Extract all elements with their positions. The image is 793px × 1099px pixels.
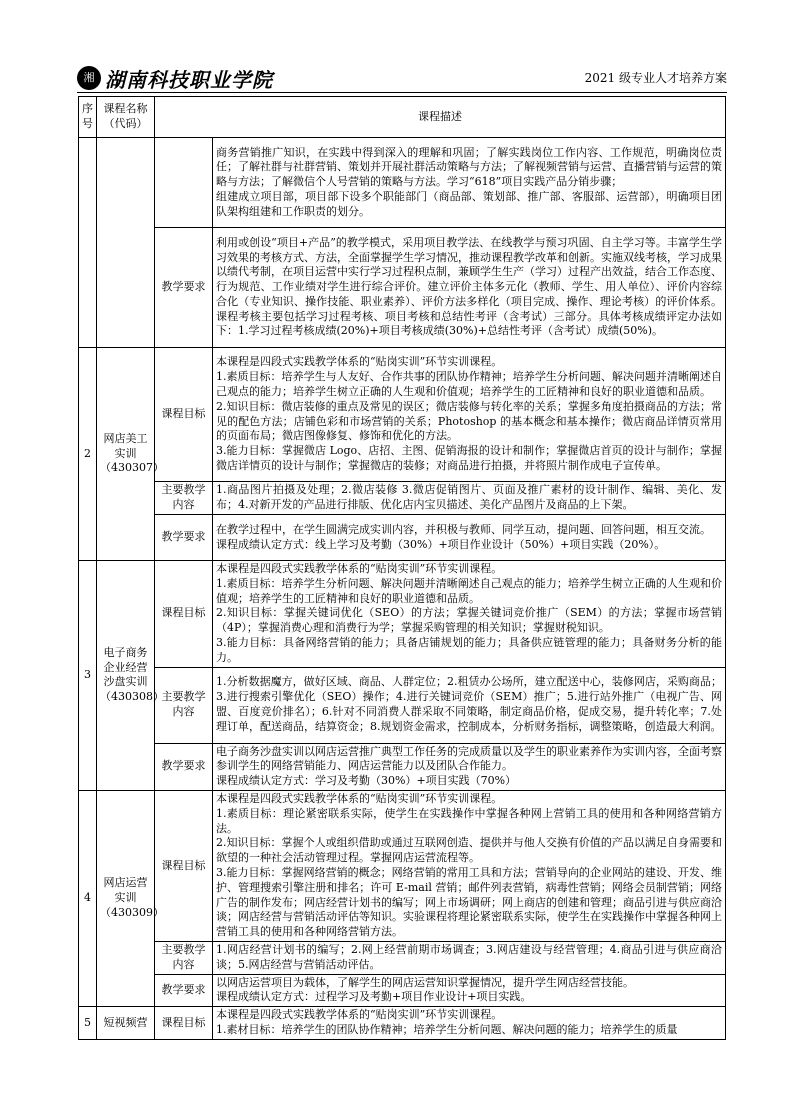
requirement-line: 以网店运营项目为载体，了解学生的网店运营知识掌握情况，提升学生网店经营技能。 (216, 975, 634, 989)
row-label: 教学要求 (155, 515, 213, 561)
course-name-cell (97, 790, 164, 1006)
goal-line: 本课程是四段式实践教学体系的“贴岗实训”环节实训课程。 (216, 562, 503, 575)
teaching-requirements-text (213, 515, 726, 561)
course-name: 短视频营 (97, 1007, 155, 1040)
course-content-text: 1.分析数据魔方，做好区域、商品、人群定位；2.租赁办公场所，建立配送中心，装修网店，采购商品；3.进行搜索引擎优化（SEO）操作；4.进行关键词竞价（SEM）推广；5.进行站外推广（电视广告、网盟、百度竞价排名）；6.针对不同消费人群采取不同策略，制定商品价格，促成交易，提升转化率；7.处理订单，配送商品，结算资金；8.规划资金需求，控制成本，分析财务指标，调整策略，创造最大利润。 (213, 667, 726, 743)
goal-line: 2.知识目标：掌握关键词优化（SEO）的方法；掌握关键词竞价推广（SEM）的方法；掌握市场营销（4P）；掌握消费心理和消费行为学；掌握采购管理的相关知识；掌握财税知识。 (216, 606, 722, 635)
course-no-cell (79, 138, 97, 348)
row-label: 教学要求 (155, 974, 213, 1007)
table-row (79, 974, 726, 1007)
row-label: 课程目标 (155, 561, 213, 668)
course-content-text: 1.网店经营计划书的编写；2.网上经营前期市场调查；3.网店建设与经营管理；4.商品引进与供应商洽谈；5.网店经营与营销活动评估。 (213, 941, 726, 974)
college-logo-icon: 湘 (77, 66, 101, 90)
goal-line: 1.素质目标：培养学生与人友好、合作共事的团队协作精神；培养学生分析问题、解决问题并清晰阐述自己观点的能力；培养学生树立正确的人生观和价值观；培养学生的工匠精神和良好的职业道德和品质。 (216, 370, 722, 398)
table-row (79, 1007, 726, 1040)
col-header-desc: 课程描述 (155, 97, 726, 138)
table-row (79, 138, 726, 228)
college-name: 湖南科技职业学院 (105, 68, 273, 92)
goal-line: 2.知识目标：微店装修的重点及常见的误区；微店装修与转化率的关系；掌握多角度拍摄商品的方法；常见的配色方法；店铺色彩和市场营销的关系；Photoshop 的基本概念和基本操作；微店商品详情页常用的页面布局；微店图像修复、修饰和优化的方法。 (216, 399, 722, 443)
row-label: 主要教学内容 (155, 941, 213, 974)
table-row (79, 482, 726, 515)
course-no: 3 (79, 561, 97, 791)
course-name: 网店美工实训 (103, 431, 148, 460)
row-label: 主要教学内容 (155, 667, 213, 743)
goal-line: 2.知识目标：掌握个人或组织借助或通过互联网创造、提供并与他人交换有价值的产品以满足自身需要和欲望的一种社会活动管理过程。掌握网店运营流程等。 (216, 836, 722, 865)
row-label: 教学要求 (155, 228, 213, 348)
course-content-text: 1.商品图片拍摄及处理；2.微店装修 3.微店促销图片、页面及推广素材的设计制作、编辑、美化、发布；4.对新开发的产品进行排版、优化店内宝贝描述、美化产品图片及商品的上下架。 (213, 482, 726, 515)
course-code: （430308） (100, 690, 164, 704)
row-label: 课程目标 (155, 790, 213, 941)
table-row (79, 228, 726, 348)
course-goals-text (213, 561, 726, 668)
requirement-line: 课程成绩认定方式：过程学习及考勤+项目作业设计+项目实践。 (216, 990, 532, 1004)
col-header-no: 序号 (79, 97, 97, 138)
course-goals-text (213, 348, 726, 482)
course-no: 2 (79, 348, 97, 561)
goal-line: 3.能力目标：掌握网络营销的概念；网络营销的常用工具和方法；营销导向的企业网站的建设、开发、维护、管理搜索引擎注册和排名；许可 E-mail 营销；邮件列表营销，病毒性营销；网络会员制营销；网络广告的制作发布；网店经营计划书的编写；网上市场调研；网上商店的创建和管理；商品引进与供应商洽谈；网店经营与营销活动评估等知识。实验课程将理论紧密联系实际，使学生在实践操作中掌握各种网上营销工具的使用和各种网络营销方法。 (216, 865, 722, 939)
goal-line: 1.素材目标：培养学生的团队协作精神；培养学生分析问题、解决问题的能力；培养学生的质量 (216, 1022, 678, 1036)
plan-title: 2021 级专业人才培养方案 (584, 71, 727, 85)
teaching-requirements-text (213, 974, 726, 1007)
course-content-text (213, 138, 726, 228)
course-name-cell (97, 561, 164, 791)
page-header (77, 62, 727, 92)
course-goals-text (213, 1007, 726, 1040)
course-goals-text (213, 790, 726, 941)
goal-line: 本课程是四段式实践教学体系的“贴岗实训”环节实训课程。 (216, 355, 503, 369)
row-label: 教学要求 (155, 743, 213, 790)
header-divider (77, 92, 727, 93)
row-label: 主要教学内容 (155, 482, 213, 515)
course-name-cell (97, 138, 155, 348)
content-line: 组建成立项目部，项目部下设多个职能部门（商品部、策划部、推广部、客服部、运营部），明确项目团队架构组建和工作职责的划分。 (216, 189, 722, 218)
row-label-cell (155, 138, 213, 228)
requirement-line: 在教学过程中，在学生圆满完成实训内容，并积极与教师、同学互动，提问题、回答问题，相互交流。 (216, 522, 711, 536)
content-line: 商务营销推广知识，在实践中得到深入的理解和巩固；了解实践岗位工作内容、工作规范，明确岗位责任；了解社群与社群营销、策划并开展社群活动策略与方法；了解视频营销与运营、直播营销与运营的策略与方法；了解微信个人号营销的策略与方法。学习“618”项目实践产品分销步骤； (216, 145, 722, 189)
goal-line: 本课程是四段式实践教学体系的“贴岗实训”环节实训课程。 (216, 1008, 503, 1022)
goal-line: 3.能力目标：掌握微店 Logo、店招、主图、促销海报的设计和制作；掌握微店首页的设计与制作；掌握微店详情页的设计与制作；掌握微店的装修；对商品进行拍摄，并将照片制作成电子宣传单。 (216, 444, 722, 472)
teaching-requirements-text: 利用或创设“项目+产品”的教学模式，采用项目教学法、在线教学与预习巩固、自主学习等。丰富学生学习效果的考核方式、方法，全面掌握学生学习情况，推动课程教学改革和创新。实施双线考核，学习成果以绩代考制，在项目运营中实行学习过程积点制，兼顾学生生产（学习）过程产出效益，结合工作态度、行为规范、工作业绩对学生进行综合评价。建立评价主体多元化（教师、学生、用人单位）、评价内容综合化（专业知识、操作技能、职业素养）、评价方法多样化（项目完成、操作、理论考核）的评价体系。课程考核主要包括学习过程考核、项目考核和总结性考评（含考试）三部分。具体考核成绩评定办法如下：1.学习过程考核成绩(20%)+项目考核成绩(30%)+总结性考评（含考试）成绩(50%)。 (213, 228, 726, 348)
table-row (79, 515, 726, 561)
goal-line: 1.素质目标：培养学生分析问题、解决问题并清晰阐述自己观点的能力；培养学生树立正确的人生观和价值观；培养学生的工匠精神和良好的职业道德和品质。 (216, 576, 722, 605)
table-header-row (79, 97, 726, 138)
goal-line: 3.能力目标：具备网络营销的能力；具备店铺规划的能力；具备供应链管理的能力；具备财务分析的能力。 (216, 635, 722, 664)
course-code: （430307） (100, 461, 164, 475)
row-label: 课程目标 (155, 348, 213, 482)
goal-line: 本课程是四段式实践教学体系的“贴岗实训”环节实训课程。 (216, 791, 503, 805)
table-row (79, 743, 726, 790)
requirement-line: 电子商务沙盘实训以网店运营推广典型工作任务的完成质量以及学生的职业素养作为实训内容，全面考察参训学生的网络营销能力、网店运营能力以及团队合作能力。 (216, 744, 722, 773)
requirement-line: 课程成绩认定方式：线上学习及考勤（30%）+项目作业设计（50%）+项目实践（20%）。 (216, 537, 666, 551)
table-row (79, 348, 726, 482)
table-row (79, 667, 726, 743)
teaching-requirements-text (213, 743, 726, 790)
table-row (79, 561, 726, 668)
table-row (79, 941, 726, 974)
col-header-name: 课程名称（代码） (97, 97, 155, 138)
goal-line: 1.素质目标：理论紧密联系实际，使学生在实践操作中掌握各种网上营销工具的使用和各种网络营销方法。 (216, 806, 722, 835)
course-code: （430309） (100, 905, 164, 919)
course-name: 电子商务企业经营沙盘实训 (103, 645, 148, 689)
course-no: 4 (79, 790, 97, 1006)
table-row (79, 790, 726, 941)
course-table (78, 96, 726, 1040)
row-label: 课程目标 (155, 1007, 213, 1040)
course-name-cell (97, 348, 164, 561)
course-name: 网店运营实训 (103, 876, 148, 905)
course-no: 5 (79, 1007, 97, 1040)
requirement-line: 课程成绩认定方式：学习及考勤（30%）+项目实践（70%） (216, 774, 517, 788)
